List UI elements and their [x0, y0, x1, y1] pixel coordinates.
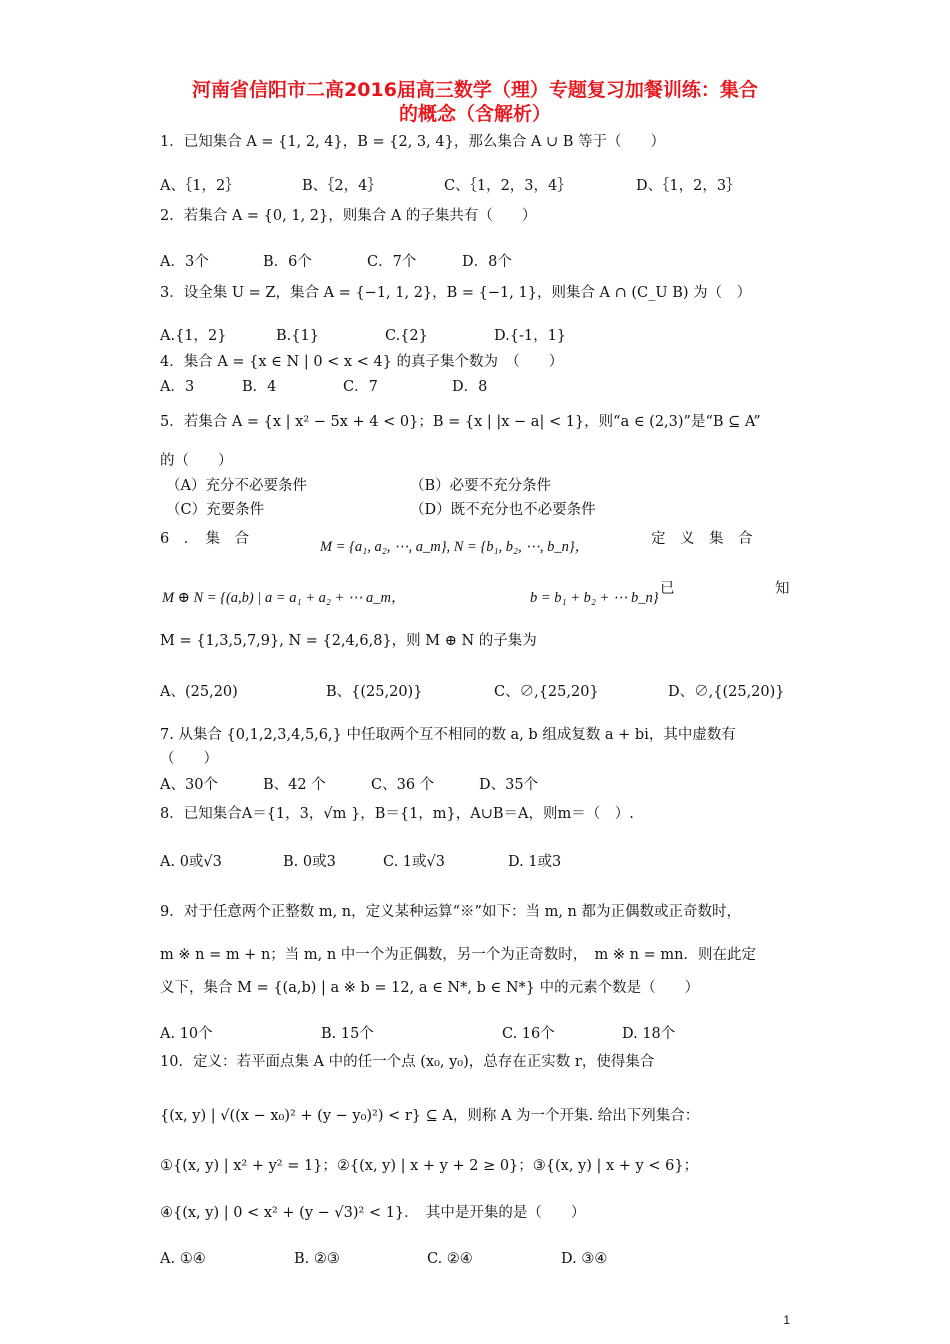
q3-option-b: B.{1}: [276, 328, 319, 344]
q10-option-c: C. ②④: [427, 1251, 473, 1267]
q2-option-d: D．8个: [462, 254, 512, 270]
q4-option-b: B．4: [242, 379, 277, 395]
q9-option-b: B. 15个: [321, 1026, 374, 1042]
q7-option-c: C、36 个: [371, 777, 435, 793]
q1-option-a: A、｛1，2｝: [160, 178, 240, 194]
q6-option-c: C、∅,{25,20}: [494, 684, 599, 700]
title-line-1: 河南省信阳市二高2016届高三数学（理）专题复习加餐训练：集合: [192, 79, 758, 101]
q5-option-b: （B）必要不充分条件: [410, 478, 552, 494]
q7-option-b: B、42 个: [263, 777, 326, 793]
q8-option-a: A. 0或√3: [160, 854, 222, 870]
q5-stem-2: 的（ ）: [160, 453, 233, 469]
q1-option-c: C、｛1，2，3，4｝: [444, 178, 572, 194]
q9-option-a: A. 10个: [160, 1026, 213, 1042]
q5-stem: 5．若集合 A = {x | x² − 5x + 4 < 0}；B = {x | |x − a| < 1}，则“a ∈ (2,3)”是“B ⊆ A”: [160, 414, 761, 430]
q7-option-d: D、35个: [479, 777, 539, 793]
q6-line1-sets: M = {a₁, a₂, ⋯, a_m}, N = {b₁, b₂, ⋯, b_n}，: [320, 539, 590, 555]
q10-line1: 10．定义：若平面点集 A 中的任一个点 (x₀, y₀)，总存在正实数 r，使得集合: [160, 1054, 655, 1070]
q3-option-a: A.{1，2}: [160, 328, 227, 344]
q10-option-a: A. ①④: [160, 1251, 206, 1267]
q6-line1-define: 定 义 集 合: [651, 531, 753, 547]
q1-stem: 1．已知集合 A = {1, 2, 4}，B = {2, 3, 4}，那么集合 A ∪ B 等于（ ）: [160, 134, 666, 150]
page-number: 1: [783, 1313, 790, 1327]
q10-line3: ①{(x, y) | x² + y² = 1}；②{(x, y) | x + y + 2 ≥ 0}；③{(x, y) | x + y < 6}；: [160, 1158, 699, 1174]
q8-option-b: B. 0或3: [283, 854, 336, 870]
q4-option-a: A．3: [160, 379, 195, 395]
q6-option-a: A、(25,20): [160, 684, 238, 700]
q3-stem: 3．设全集 U = Z，集合 A = {−1, 1, 2}，B = {−1, 1}，则集合 A ∩ (C_U B) 为（ ）: [160, 285, 752, 301]
q6-line3: M = {1,3,5,7,9}, N = {2,4,6,8}，则 M ⊕ N 的子集为: [160, 633, 537, 649]
q9-line1: 9．对于任意两个正整数 m, n，定义某种运算“※”如下：当 m, n 都为正偶数或正奇数时，: [160, 904, 741, 920]
q3-option-c: C.{2}: [385, 328, 428, 344]
q9-line3: 义下，集合 M = {(a,b) | a ※ b = 12, a ∈ N*, b ∈ N*} 中的元素个数是（ ）: [160, 980, 700, 996]
q2-stem: 2．若集合 A = {0, 1, 2}，则集合 A 的子集共有（ ）: [160, 208, 537, 224]
title-line-2: 的概念（含解析）: [398, 103, 551, 125]
q10-option-b: B. ②③: [294, 1251, 340, 1267]
q6-line2-yi: 已: [660, 581, 675, 597]
q9-line2: m ※ n = m + n；当 m, n 中一个为正偶数，另一个为正奇数时， m ※ n = mn．则在此定: [160, 947, 756, 963]
q8-option-c: C. 1或√3: [383, 854, 445, 870]
q10-option-d: D. ③④: [561, 1251, 608, 1267]
q5-option-d: （D）既不充分也不必要条件: [410, 502, 596, 518]
q10-line2: {(x, y) | √((x − x₀)² + (y − y₀)²) < r} ⊆ A，则称 A 为一个开集. 给出下列集合：: [160, 1108, 700, 1124]
q6-line1-label: 6 ． 集 合: [160, 531, 249, 547]
q6-option-b: B、{(25,20)}: [326, 684, 423, 700]
q2-option-b: B．6个: [263, 254, 312, 270]
q2-option-a: A．3个: [160, 254, 209, 270]
q9-option-c: C. 16个: [502, 1026, 555, 1042]
q5-option-c: （C）充要条件: [166, 502, 265, 518]
q3-option-d: D.{-1，1}: [494, 328, 567, 344]
q8-option-d: D. 1或3: [508, 854, 562, 870]
q7-stem: 7. 从集合 {0,1,2,3,4,5,6,} 中任取两个互不相同的数 a, b 组成复数 a + bi，其中虚数有: [160, 727, 736, 743]
q2-option-c: C．7个: [367, 254, 417, 270]
q4-option-c: C．7: [343, 379, 378, 395]
q7-stem-2: （ ）: [160, 751, 218, 767]
q6-line2-zhi: 知: [775, 581, 790, 597]
q10-line4: ④{(x, y) | 0 < x² + (y − √3)² < 1}． 其中是开集的是（ ）: [160, 1205, 586, 1221]
q9-option-d: D. 18个: [622, 1026, 676, 1042]
q6-option-d: D、∅,{(25,20)}: [668, 684, 785, 700]
q7-option-a: A、30个: [160, 777, 218, 793]
q6-line2-def-a: M ⊕ N = {(a,b) | a = a₁ + a₂ + ⋯ a_m，: [162, 590, 406, 606]
q1-option-d: D、｛1，2，3｝: [636, 178, 741, 194]
q1-option-b: B、｛2，4｝: [302, 178, 382, 194]
q8-stem: 8．已知集合A＝{1，3，√m }，B＝{1，m}，A∪B＝A，则m＝（ ）.: [160, 806, 634, 822]
q4-option-d: D．8: [452, 379, 488, 395]
q5-option-a: （A）充分不必要条件: [166, 478, 307, 494]
q4-stem: 4．集合 A = {x ∈ N | 0 < x < 4} 的真子集个数为 （ ）: [160, 354, 564, 370]
q6-line2-def-b: b = b₁ + b₂ + ⋯ b_n}: [530, 590, 659, 606]
